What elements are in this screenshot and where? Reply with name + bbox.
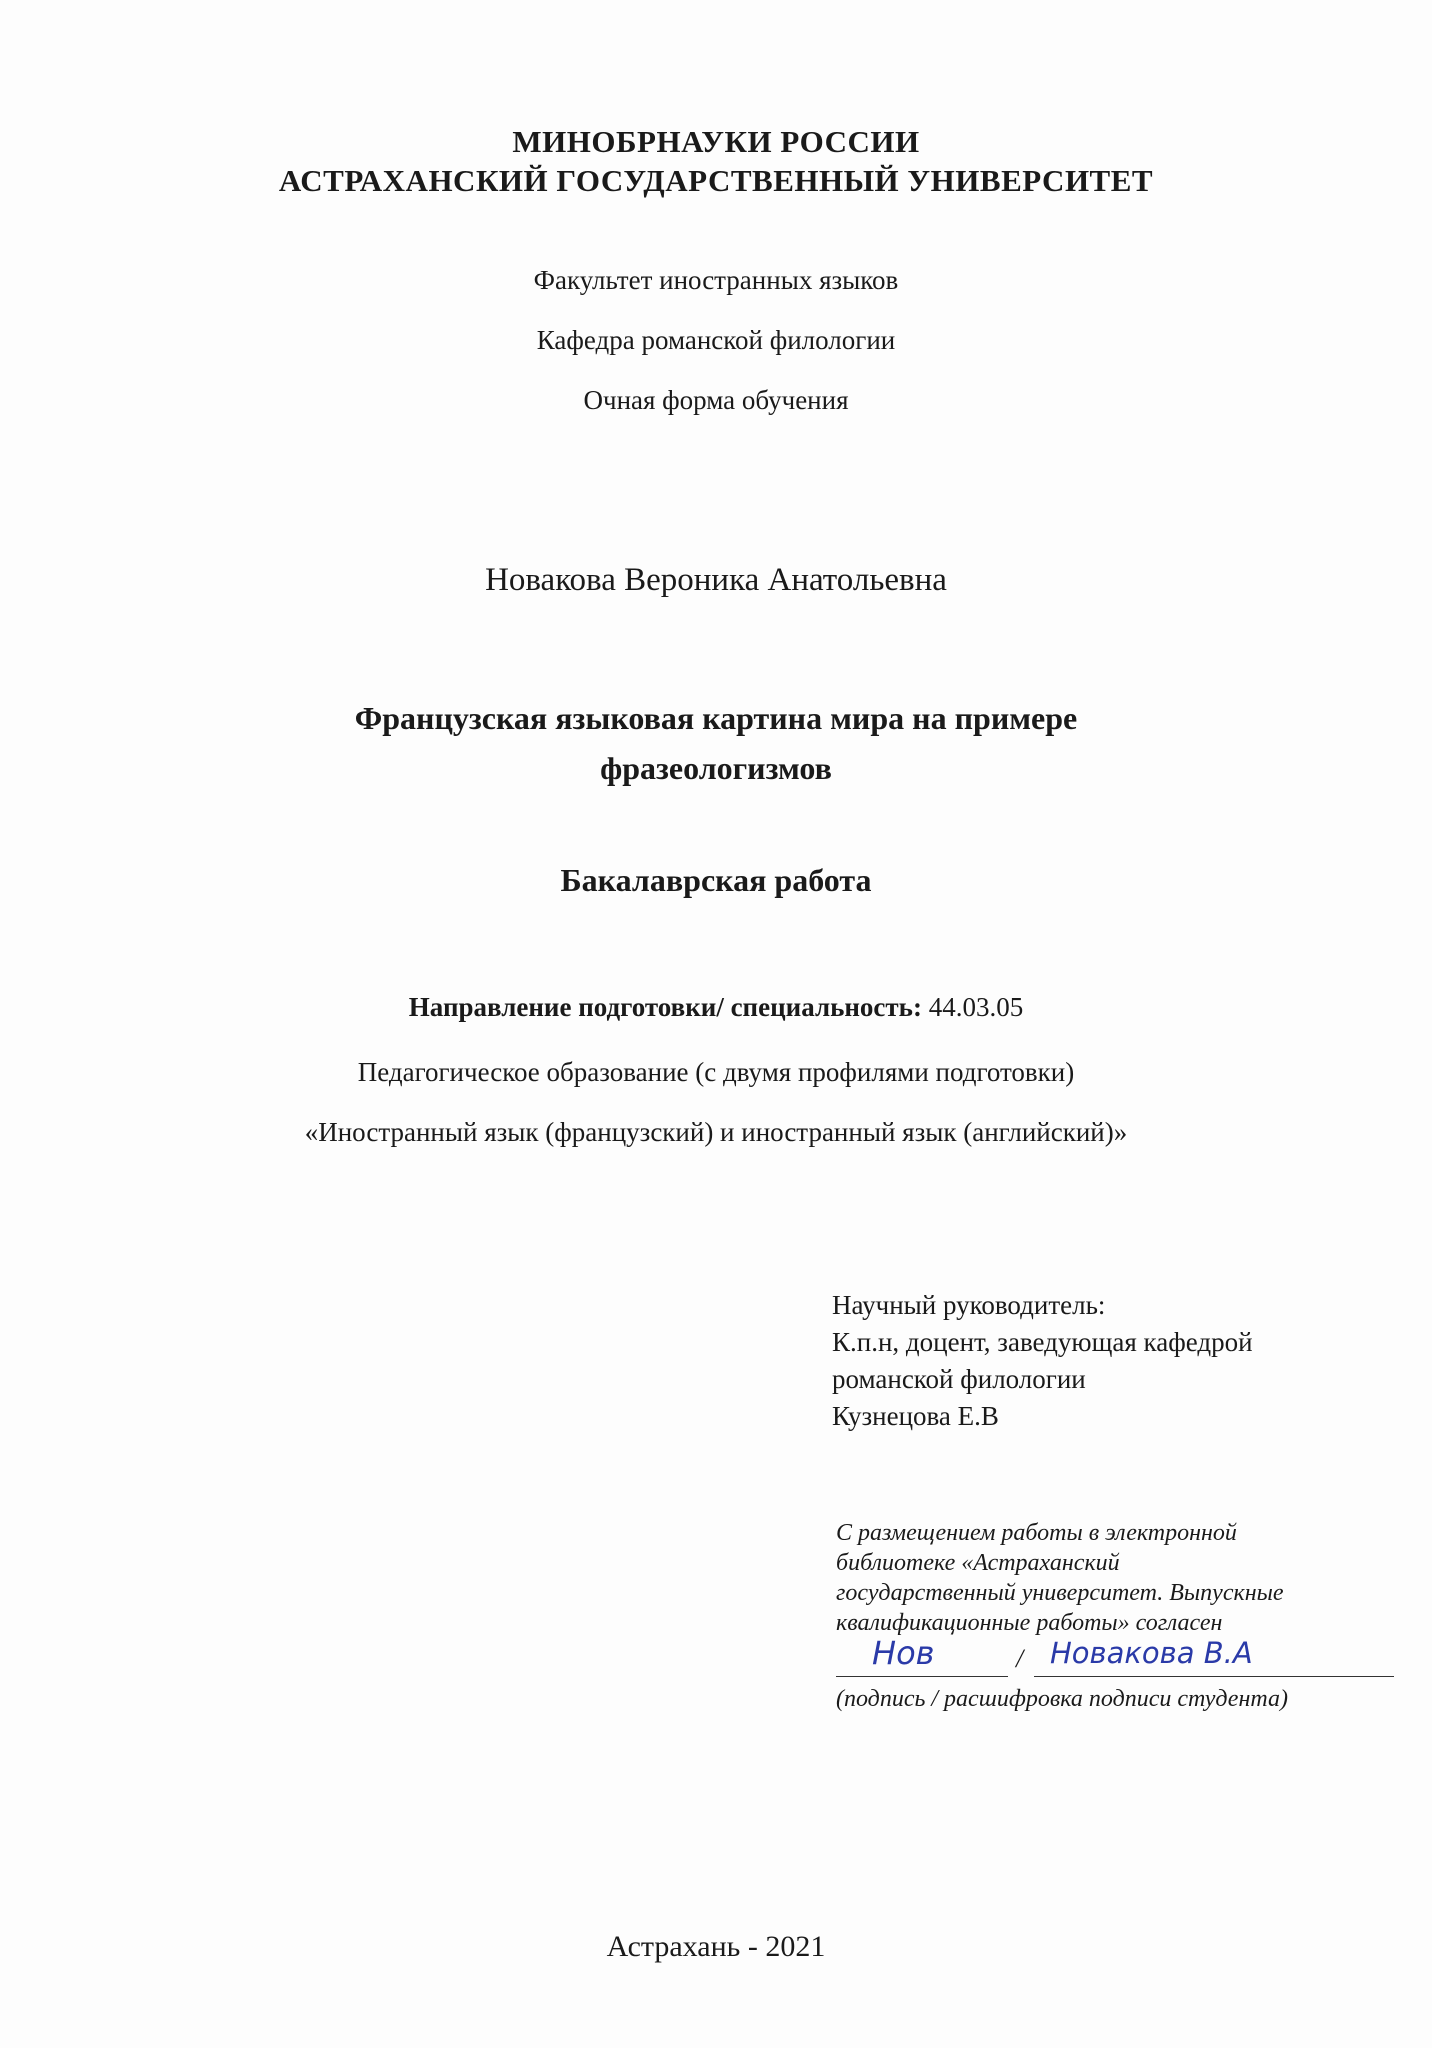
consent-line-3: государственный университет. Выпускные bbox=[836, 1580, 1284, 1606]
signature-underline bbox=[836, 1676, 1008, 1677]
supervisor-heading: Научный руководитель: bbox=[832, 1290, 1106, 1320]
faculty-label: Факультет иностранных языков bbox=[533, 265, 899, 295]
direction-line bbox=[0, 992, 1432, 1023]
signature-block bbox=[836, 1636, 1396, 1680]
signature-name-underline bbox=[1034, 1676, 1394, 1677]
consent-line-2: библиотеке «Астраханский bbox=[836, 1550, 1120, 1576]
thesis-title-line-2: фразеологизмов bbox=[600, 750, 832, 786]
program-label: Педагогическое образование (с двумя профилями подготовки) bbox=[357, 1057, 1075, 1087]
profile-label: «Иностранный язык (французский) и иностранный язык (английский)» bbox=[304, 1117, 1128, 1147]
direction-label: Направление подготовки/ специальность: bbox=[408, 992, 922, 1022]
city-year: Астрахань - 2021 bbox=[606, 1930, 826, 1963]
supervisor-block bbox=[832, 1287, 1253, 1435]
direction-code: 44.03.05 bbox=[921, 992, 1024, 1022]
handwritten-signature: Нов bbox=[872, 1634, 935, 1672]
ministry-heading: МИНОБРНАУКИ РОССИИ bbox=[512, 124, 920, 159]
consent-block bbox=[836, 1518, 1284, 1638]
handwritten-name: Новакова В.А bbox=[1050, 1636, 1253, 1670]
supervisor-title-line-2: романской филологии bbox=[832, 1364, 1086, 1394]
supervisor-name: Кузнецова Е.В bbox=[832, 1401, 999, 1431]
author-name: Новакова Вероника Анатольевна bbox=[485, 562, 947, 598]
department-label: Кафедра романской филологии bbox=[536, 325, 896, 355]
signature-caption: (подпись / расшифровка подписи студента) bbox=[836, 1686, 1288, 1712]
university-heading: АСТРАХАНСКИЙ ГОСУДАРСТВЕННЫЙ УНИВЕРСИТЕТ bbox=[278, 163, 1154, 198]
consent-line-1: С размещением работы в электронной bbox=[836, 1520, 1237, 1546]
supervisor-title-line-1: К.п.н, доцент, заведующая кафедрой bbox=[832, 1327, 1253, 1357]
study-form-label: Очная форма обучения bbox=[583, 385, 849, 415]
work-type-label: Бакалаврская работа bbox=[560, 862, 872, 898]
consent-line-4: квалификационные работы» согласен bbox=[836, 1610, 1223, 1636]
thesis-title-line-1: Французская языковая картина мира на примере bbox=[354, 700, 1078, 736]
signature-separator: / bbox=[1016, 1644, 1024, 1673]
